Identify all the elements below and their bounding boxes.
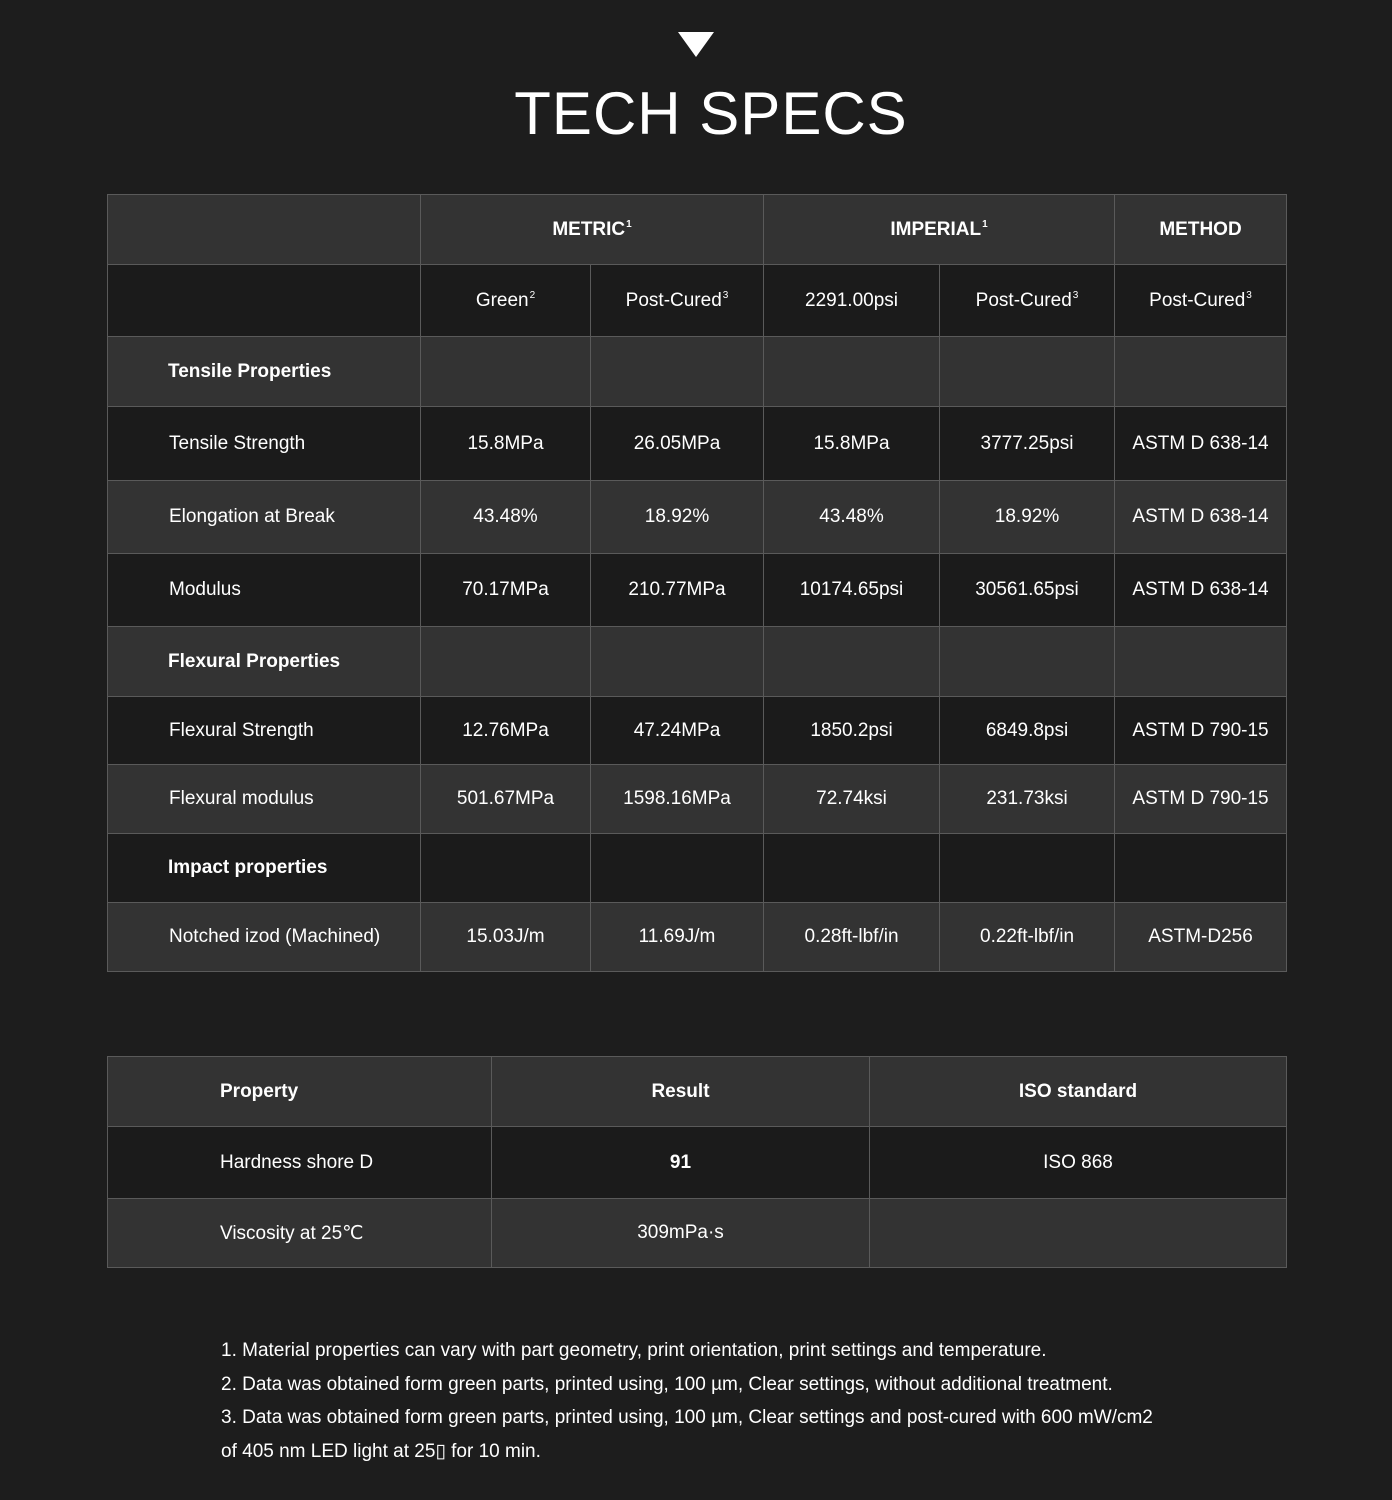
empty-cell — [591, 337, 764, 407]
metric-green-value: 43.48% — [421, 481, 591, 554]
footnotes — [221, 1334, 1221, 1468]
down-arrow-icon — [678, 32, 714, 57]
table-row — [108, 697, 1287, 765]
empty-cell — [421, 627, 591, 697]
subheader-green: Green$^2$ — [421, 265, 591, 337]
table-row — [108, 765, 1287, 834]
metric-post-value: 210.77MPa — [591, 554, 764, 627]
metric-green-value: 70.17MPa — [421, 554, 591, 627]
group-label: Impact properties — [108, 834, 421, 903]
footnote: 2. Data was obtained form green parts, printed using, 100 µm, Clear settings, without additional treatment. — [221, 1373, 1113, 1395]
property-name: Flexural Strength — [108, 697, 421, 765]
empty-cell — [1115, 627, 1287, 697]
empty-cell — [421, 337, 591, 407]
method-value: ASTM D 790-15 — [1115, 765, 1287, 834]
table-header-row — [108, 195, 1287, 265]
imperial-post-value: 18.92% — [940, 481, 1115, 554]
metric-post-value: 47.24MPa — [591, 697, 764, 765]
metric-green-value: 501.67MPa — [421, 765, 591, 834]
metric-post-value: 18.92% — [591, 481, 764, 554]
metric-post-value: 1598.16MPa — [591, 765, 764, 834]
table-row — [108, 554, 1287, 627]
imperial-post-value: 30561.65psi — [940, 554, 1115, 627]
tech-specs-table — [107, 194, 1287, 972]
property-name: Flexural modulus — [108, 765, 421, 834]
property-name: Notched izod (Machined) — [108, 903, 421, 972]
footnote: 1. Material properties can vary with part geometry, print orientation, print settings and temperature. — [221, 1340, 1047, 1361]
method-value: ASTM D 790-15 — [1115, 697, 1287, 765]
group-row-impact — [108, 834, 1287, 903]
method-value: ASTM D 638-14 — [1115, 407, 1287, 481]
empty-cell — [591, 627, 764, 697]
property-name: Viscosity at 25℃ — [108, 1199, 492, 1268]
header-iso-standard: ISO standard — [870, 1057, 1287, 1127]
group-label: Flexural Properties — [108, 627, 421, 697]
table-subheader-row — [108, 265, 1287, 337]
property-name: Modulus — [108, 554, 421, 627]
property-name: Elongation at Break — [108, 481, 421, 554]
group-label: Tensile Properties — [108, 337, 421, 407]
imperial-green-value: 72.74ksi — [764, 765, 940, 834]
footnote: of 405 nm LED light at 25▯ for 10 min. — [221, 1440, 541, 1462]
table-row — [108, 1199, 1287, 1268]
subheader-imperial-post-cured: Post-Cured$^3$ — [940, 265, 1115, 337]
empty-cell — [764, 337, 940, 407]
imperial-green-value: 15.8MPa — [764, 407, 940, 481]
subheader-imperial-green: 2291.00psi — [764, 265, 940, 337]
imperial-green-value: 43.48% — [764, 481, 940, 554]
footnote: 3. Data was obtained form green parts, printed using, 100 µm, Clear settings and post-cured with 600 mW/cm2 — [221, 1407, 1153, 1428]
empty-cell — [764, 627, 940, 697]
metric-green-value: 15.03J/m — [421, 903, 591, 972]
method-value: ASTM D 638-14 — [1115, 554, 1287, 627]
subheader-method-post-cured: Post-Cured$^3$ — [1115, 265, 1287, 337]
subheader-empty-cell — [108, 265, 421, 337]
property-table — [107, 1056, 1287, 1268]
header-method: METHOD — [1115, 195, 1287, 265]
empty-cell — [940, 627, 1115, 697]
imperial-post-value: 6849.8psi — [940, 697, 1115, 765]
imperial-post-value: 231.73ksi — [940, 765, 1115, 834]
method-value: ASTM D 638-14 — [1115, 481, 1287, 554]
imperial-post-value: 0.22ft-lbf/in — [940, 903, 1115, 972]
group-row-tensile — [108, 337, 1287, 407]
iso-standard-value — [870, 1199, 1287, 1268]
result-value: 309mPa·s — [492, 1199, 870, 1268]
empty-cell — [421, 834, 591, 903]
group-row-flexural — [108, 627, 1287, 697]
table-row — [108, 1127, 1287, 1199]
page-title: TECH SPECS — [514, 80, 908, 147]
iso-standard-value: ISO 868 — [870, 1127, 1287, 1199]
property-name: Tensile Strength — [108, 407, 421, 481]
table-row — [108, 903, 1287, 972]
header-metric: METRIC$^1$ — [421, 195, 764, 265]
empty-cell — [591, 834, 764, 903]
imperial-green-value: 10174.65psi — [764, 554, 940, 627]
metric-green-value: 15.8MPa — [421, 407, 591, 481]
property-name: Hardness shore D — [108, 1127, 492, 1199]
empty-cell — [1115, 337, 1287, 407]
empty-cell — [940, 337, 1115, 407]
imperial-green-value: 0.28ft-lbf/in — [764, 903, 940, 972]
table-header-row — [108, 1057, 1287, 1127]
table-row — [108, 481, 1287, 554]
metric-green-value: 12.76MPa — [421, 697, 591, 765]
header-result: Result — [492, 1057, 870, 1127]
method-value: ASTM-D256 — [1115, 903, 1287, 972]
table-row — [108, 407, 1287, 481]
metric-post-value: 26.05MPa — [591, 407, 764, 481]
metric-post-value: 11.69J/m — [591, 903, 764, 972]
imperial-green-value: 1850.2psi — [764, 697, 940, 765]
header-empty-cell — [108, 195, 421, 265]
header-imperial: IMPERIAL$^1$ — [764, 195, 1115, 265]
empty-cell — [764, 834, 940, 903]
result-value: 91 — [492, 1127, 870, 1199]
header-property: Property — [108, 1057, 492, 1127]
empty-cell — [1115, 834, 1287, 903]
imperial-post-value: 3777.25psi — [940, 407, 1115, 481]
empty-cell — [940, 834, 1115, 903]
subheader-metric-post-cured: Post-Cured$^3$ — [591, 265, 764, 337]
